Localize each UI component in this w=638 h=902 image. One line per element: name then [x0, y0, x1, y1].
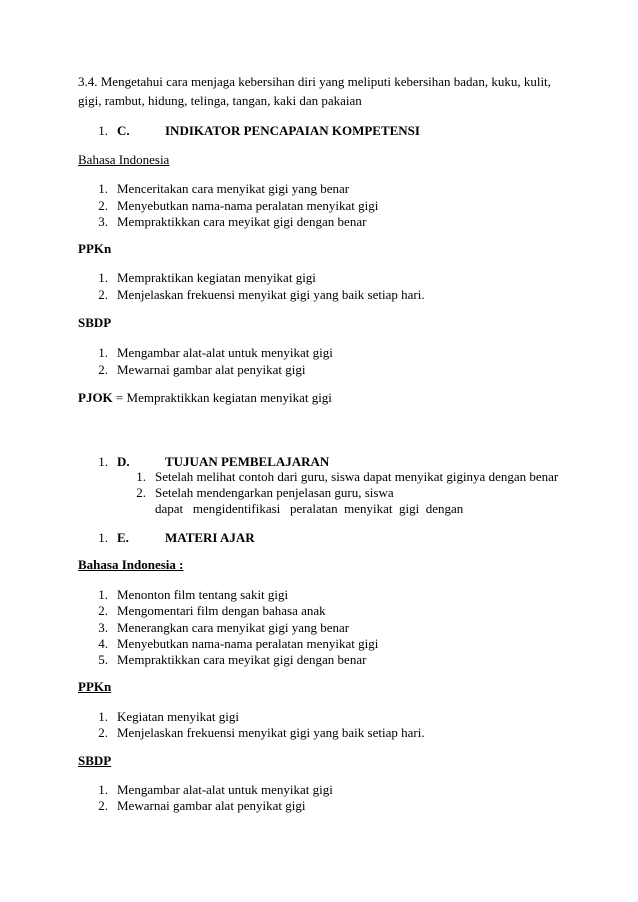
indikator-bahasa-heading: Bahasa Indonesia: [78, 152, 170, 167]
list-number: 1.: [98, 587, 108, 602]
indikator-ppkn-heading: PPKn: [78, 241, 112, 256]
list-number: 1.: [98, 270, 108, 285]
list-item: Setelah melihat contoh dari guru, siswa dapat menyikat giginya dengan benar: [155, 469, 559, 484]
list-item: Menjelaskan frekuensi menyikat gigi yang baik setiap hari.: [117, 287, 425, 302]
intro-line-2: gigi, rambut, hidung, telinga, tangan, kaki dan pakaian: [78, 93, 362, 108]
section-c-letter: C.: [117, 123, 130, 138]
list-number: 1.: [98, 345, 108, 360]
section-d-number: 1.: [98, 454, 108, 469]
list-item: Setelah mendengarkan penjelasan guru, siswa: [155, 485, 394, 500]
list-number: 4.: [98, 636, 108, 651]
list-item: Mewarnai gambar alat penyikat gigi: [117, 798, 306, 813]
list-number: 3.: [98, 214, 108, 229]
pjok-label: PJOK: [78, 390, 113, 405]
list-item: Kegiatan menyikat gigi: [117, 709, 240, 724]
list-number: 1.: [98, 709, 108, 724]
list-item: Mempraktikkan cara meyikat gigi dengan benar: [117, 214, 367, 229]
section-c-title: INDIKATOR PENCAPAIAN KOMPETENSI: [165, 123, 420, 138]
list-number: 2.: [98, 287, 108, 302]
list-number: 3.: [98, 620, 108, 635]
list-item: Mengambar alat-alat untuk menyikat gigi: [117, 782, 333, 797]
list-number: 1.: [98, 782, 108, 797]
list-number: 5.: [98, 652, 108, 667]
materi-bahasa-heading: Bahasa Indonesia :: [78, 557, 184, 572]
section-e-title: MATERI AJAR: [165, 530, 255, 545]
materi-ppkn-heading: PPKn: [78, 679, 112, 694]
list-item: Menonton film tentang sakit gigi: [117, 587, 289, 602]
list-item: Mengomentari film dengan bahasa anak: [117, 603, 326, 618]
list-item: Menjelaskan frekuensi menyikat gigi yang baik setiap hari.: [117, 725, 425, 740]
list-number: 2.: [98, 603, 108, 618]
list-item: Mempraktikkan cara meyikat gigi dengan benar: [117, 652, 367, 667]
list-number: 2.: [98, 798, 108, 813]
list-number: 2.: [98, 362, 108, 377]
section-e-letter: E.: [117, 530, 129, 545]
list-item: Menyebutkan nama-nama peralatan menyikat gigi: [117, 636, 379, 651]
list-number: 1.: [98, 181, 108, 196]
materi-sbdp-heading: SBDP: [78, 753, 112, 768]
list-number: 2.: [136, 485, 146, 500]
list-item: Menerangkan cara menyikat gigi yang benar: [117, 620, 350, 635]
section-d-title: TUJUAN PEMBELAJARAN: [165, 454, 330, 469]
section-c-number: 1.: [98, 123, 108, 138]
pjok-text: = Mempraktikkan kegiatan menyikat gigi: [112, 390, 332, 405]
list-number: 1.: [136, 469, 146, 484]
list-item: Mengambar alat-alat untuk menyikat gigi: [117, 345, 333, 360]
list-item: Menceritakan cara menyikat gigi yang benar: [117, 181, 350, 196]
section-e-number: 1.: [98, 530, 108, 545]
list-item: Mempraktikan kegiatan menyikat gigi: [117, 270, 316, 285]
section-d-letter: D.: [117, 454, 130, 469]
list-item: Mewarnai gambar alat penyikat gigi: [117, 362, 306, 377]
indikator-sbdp-heading: SBDP: [78, 315, 112, 330]
list-number: 2.: [98, 198, 108, 213]
list-item: Menyebutkan nama-nama peralatan menyikat gigi: [117, 198, 379, 213]
pjok-line: [78, 389, 332, 406]
intro-line-1: 3.4. Mengetahui cara menjaga kebersihan diri yang meliputi kebersihan badan, kuku, kulit,: [78, 74, 551, 89]
list-number: 2.: [98, 725, 108, 740]
list-item-continuation: dapat mengidentifikasi peralatan menyikat gigi dengan: [155, 501, 464, 516]
